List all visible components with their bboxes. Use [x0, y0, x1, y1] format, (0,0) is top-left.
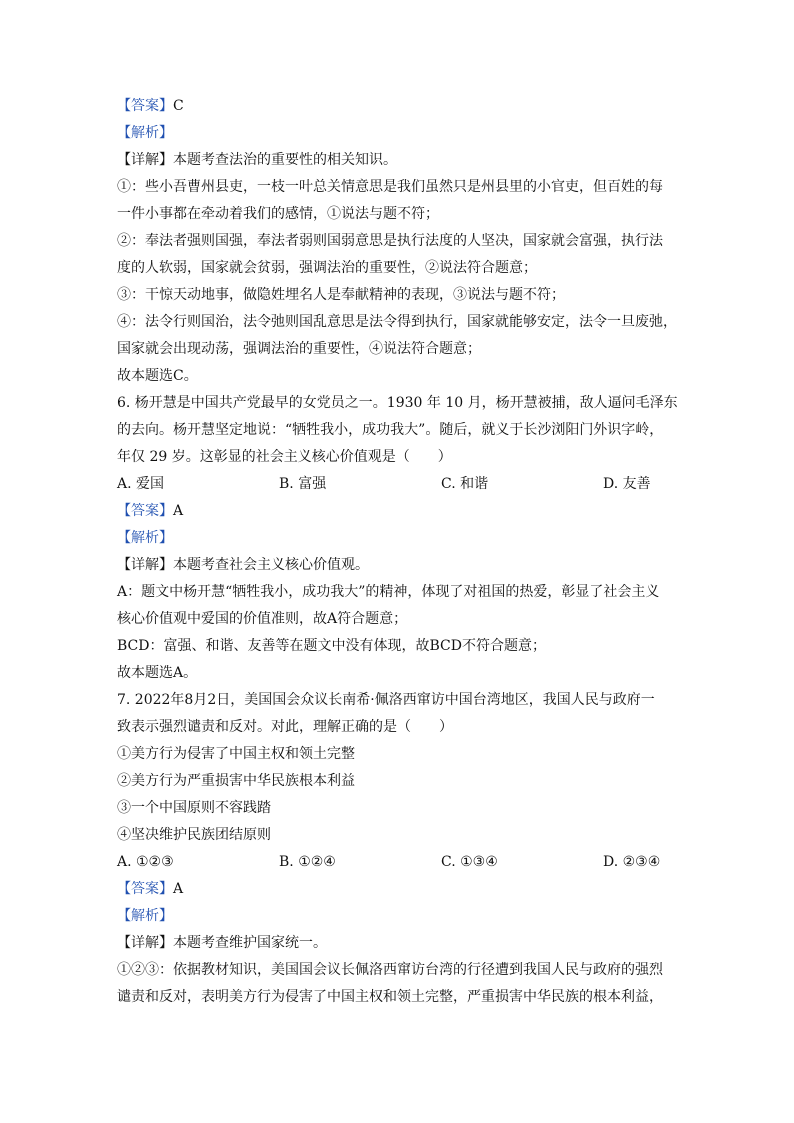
q7-answer-line: [117, 876, 677, 903]
answer-value: C: [173, 98, 184, 114]
q7-stem: 7. 2022年8月2日，美国国会众议长南希·佩洛西窜访中国台湾地区，我国人民与政府一: [117, 692, 655, 708]
detail-tag: 【详解】: [117, 557, 173, 573]
conclusion-text: 故本题选A。: [117, 665, 198, 681]
q7-statement: ④坚决维护民族团结原则: [117, 827, 271, 843]
option-c: C. 和谐: [441, 476, 489, 492]
q6-stem: 年仅 29 岁。这彰显的社会主义核心价值观是（ ）: [117, 449, 452, 465]
detail-tag: 【详解】: [117, 152, 173, 168]
answer-tag: 【答案】: [117, 98, 173, 114]
q7-statement: ③一个中国原则不容践踏: [117, 800, 271, 816]
q6-detail-line: [117, 552, 677, 579]
answer-value: A: [173, 503, 184, 519]
detail-intro: 本题考查维护国家统一。: [173, 935, 327, 951]
detail-intro: 本题考查社会主义核心价值观。: [173, 557, 369, 573]
analysis-text: ①：些小吾曹州县吏，一枝一叶总关情意思是我们虽然只是州县里的小官吏，但百姓的每: [117, 179, 663, 195]
analysis-text: BCD：富强、和谐、友善等在题文中没有体现，故BCD不符合题意；: [117, 638, 546, 654]
option-d: D. ②③④: [603, 854, 661, 870]
detail-intro: 本题考查法治的重要性的相关知识。: [173, 152, 397, 168]
q6-stem: 6. 杨开慧是中国共产党最早的女党员之一。1930 年 10 月，杨开慧被捕，敌人逼问毛泽东: [117, 395, 678, 411]
analysis-tag: 【解析】: [117, 530, 173, 546]
q7-statement: ②美方行为严重损害中华民族根本利益: [117, 773, 355, 789]
q7-stem: 致表示强烈谴责和反对。对此，理解正确的是（ ）: [117, 719, 453, 735]
analysis-text: ③：干惊天动地事，做隐姓埋名人是奉献精神的表现，③说法与题不符；: [117, 287, 565, 303]
option-d: D. 友善: [603, 476, 651, 492]
option-b: B. ①②④: [279, 854, 336, 870]
analysis-tag: 【解析】: [117, 125, 173, 141]
q6-stem: 的去向。杨开慧坚定地说：“牺牲我小，成功我大”。随后，就义于长沙浏阳门外识字岭，: [117, 422, 664, 438]
answer-tag: 【答案】: [117, 503, 173, 519]
analysis-tag: 【解析】: [117, 908, 173, 924]
answer-value: A: [173, 881, 184, 897]
q5-answer-line: [117, 93, 677, 120]
option-b: B. 富强: [279, 476, 327, 492]
analysis-text: 一件小事都在牵动着我们的感情，①说法与题不符；: [117, 206, 439, 222]
option-a: A. ①②③: [117, 854, 174, 870]
analysis-text: A：题文中杨开慧“牺牲我小，成功我大”的精神，体现了对祖国的热爱，彰显了社会主义: [117, 584, 660, 600]
q7-detail-line: [117, 930, 677, 957]
q6-answer-line: [117, 498, 677, 525]
analysis-text: 谴责和反对，表明美方行为侵害了中国主权和领土完整，严重损害中华民族的根本利益，: [117, 989, 663, 1005]
answer-tag: 【答案】: [117, 881, 173, 897]
analysis-text: 国家就会出现动荡，强调法治的重要性，④说法符合题意；: [117, 341, 481, 357]
analysis-text: 核心价值观中爱国的价值准则，故A符合题意；: [117, 611, 408, 627]
document-page: [117, 93, 677, 1011]
q5-detail-line: [117, 147, 677, 174]
analysis-text: ①②③：依据教材知识，美国国会议长佩洛西窜访台湾的行径遭到我国人民与政府的强烈: [117, 962, 663, 978]
conclusion-text: 故本题选C。: [117, 368, 198, 384]
analysis-text: ④：法令行则国治，法令弛则国乱意思是法令得到执行，国家就能够安定，法令一旦废弛，: [117, 314, 677, 330]
q7-statement: ①美方行为侵害了中国主权和领土完整: [117, 746, 355, 762]
detail-tag: 【详解】: [117, 935, 173, 951]
q6-options: [117, 471, 677, 498]
option-c: C. ①③④: [441, 854, 498, 870]
analysis-text: 度的人软弱，国家就会贫弱，强调法治的重要性，②说法符合题意；: [117, 260, 537, 276]
analysis-text: ②：奉法者强则国强，奉法者弱则国弱意思是执行法度的人坚决，国家就会富强，执行法: [117, 233, 663, 249]
option-a: A. 爱国: [117, 476, 165, 492]
q7-options: [117, 849, 677, 876]
